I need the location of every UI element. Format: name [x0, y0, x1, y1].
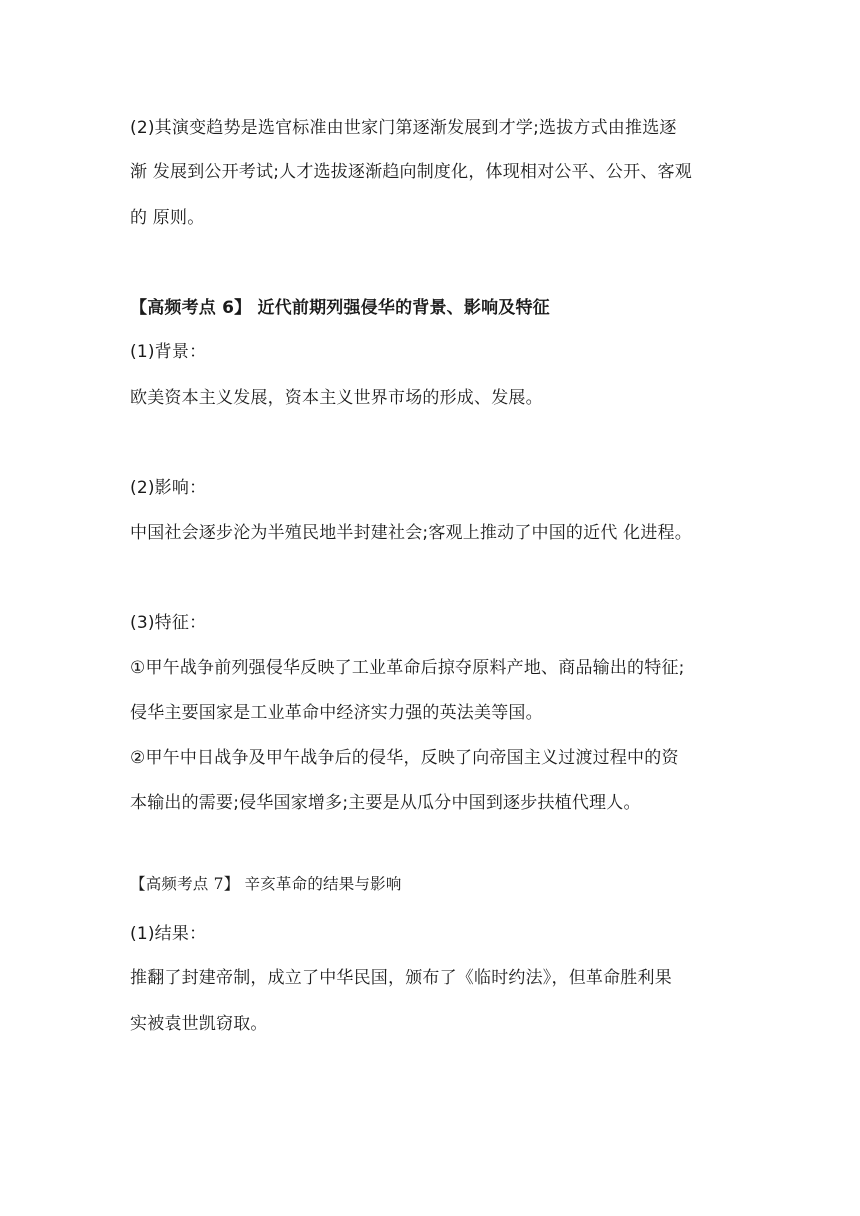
paragraph-line: 的 原则。	[130, 208, 205, 228]
item-label: (1)背景：	[130, 342, 207, 362]
section-heading: 【高频考点 7】 辛亥革命的结果与影响	[130, 875, 402, 893]
paragraph-line: 推翻了封建帝制，成立了中华民国，颁布了《临时约法》，但革命胜利果	[130, 968, 672, 988]
paragraph-line: ①甲午战争前列强侵华反映了工业革命后掠夺原料产地、商品输出的特征;	[130, 658, 685, 678]
paragraph-line: 欧美资本主义发展，资本主义世界市场的形成、发展。	[130, 388, 543, 408]
item-label: (1)结果：	[130, 924, 207, 944]
paragraph-line: 本输出的需要;侵华国家增多;主要是从瓜分中国到逐步扶植代理人。	[130, 793, 641, 813]
paragraph-line: 侵华主要国家是工业革命中经济实力强的英法美等国。	[130, 703, 543, 723]
paragraph-line: (2)其演变趋势是选官标准由世家门第逐渐发展到才学;选拔方式由推选逐	[130, 118, 677, 138]
item-label: (3)特征：	[130, 613, 207, 633]
paragraph-line: 中国社会逐步沦为半殖民地半封建社会;客观上推动了中国的近代 化进程。	[130, 523, 692, 543]
section-heading: 【高频考点 6】 近代前期列强侵华的背景、影响及特征	[130, 298, 550, 318]
item-label: (2)影响：	[130, 478, 207, 498]
paragraph-line: ②甲午中日战争及甲午战争后的侵华，反映了向帝国主义过渡过程中的资	[130, 748, 679, 768]
paragraph-line: 实被袁世凯窃取。	[130, 1014, 268, 1034]
paragraph-line: 渐 发展到公开考试;人才选拔逐渐趋向制度化，体现相对公平、公开、客观	[130, 162, 692, 182]
